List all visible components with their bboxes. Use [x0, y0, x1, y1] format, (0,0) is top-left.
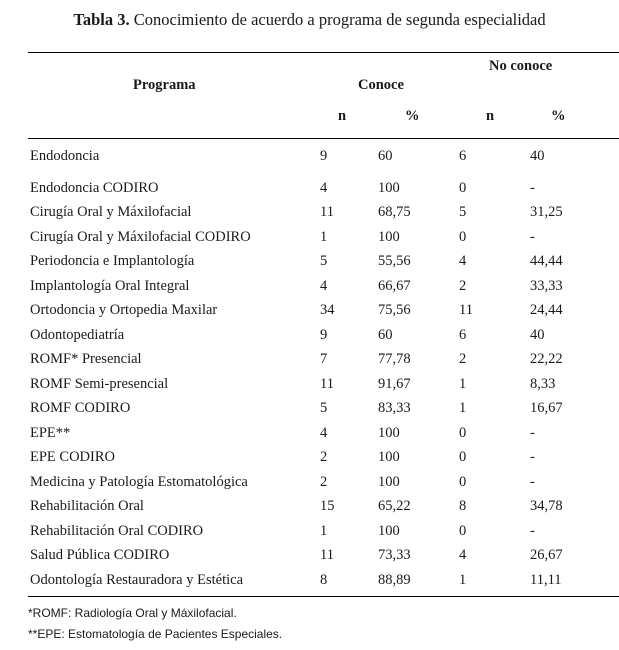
cell-conoce-pct: 66,67 [378, 278, 411, 294]
cell-programa: Medicina y Patología Estomatológica [30, 474, 248, 490]
cell-conoce-pct: 91,67 [378, 376, 411, 392]
cell-programa: Cirugía Oral y Máxilofacial [30, 204, 192, 220]
header-noconoce-pct: % [551, 108, 566, 124]
cell-programa: EPE CODIRO [30, 449, 115, 465]
cell-noconoce-n: 2 [459, 278, 467, 294]
cell-conoce-pct: 68,75 [378, 204, 411, 220]
cell-noconoce-pct: - [530, 229, 535, 245]
cell-conoce-n: 5 [320, 400, 328, 416]
cell-programa: Odontopediatría [30, 327, 125, 343]
cell-programa: Odontología Restauradora y Estética [30, 572, 244, 588]
cell-conoce-pct: 100 [378, 474, 400, 490]
header-no-conoce: No conoce [489, 58, 553, 74]
footnote-romf: *ROMF: Radiología Oral y Máxilofacial. [28, 606, 237, 620]
footnote-epe: **EPE: Estomatología de Pacientes Especiales. [28, 627, 283, 641]
cell-noconoce-pct: - [530, 425, 535, 441]
cell-noconoce-pct: 24,44 [530, 302, 563, 318]
cell-conoce-pct: 60 [378, 327, 393, 343]
header-conoce-pct: % [405, 108, 420, 124]
header-conoce: Conoce [358, 77, 404, 93]
cell-noconoce-n: 1 [459, 376, 467, 392]
table-row [0, 148, 619, 170]
cell-noconoce-pct: 26,67 [530, 547, 563, 563]
cell-conoce-pct: 60 [378, 148, 393, 164]
cell-noconoce-n: 6 [459, 327, 467, 343]
cell-programa: Implantología Oral Integral [30, 278, 190, 294]
cell-conoce-n: 9 [320, 327, 328, 343]
table-row [0, 449, 619, 471]
cell-noconoce-pct: 40 [530, 148, 545, 164]
header-rule [28, 138, 619, 139]
cell-conoce-n: 11 [320, 547, 334, 563]
cell-noconoce-n: 0 [459, 229, 467, 245]
table-row [0, 376, 619, 398]
cell-conoce-pct: 55,56 [378, 253, 411, 269]
table-row [0, 547, 619, 569]
table-row [0, 229, 619, 251]
cell-programa: Ortodoncia y Ortopedia Maxilar [30, 302, 218, 318]
cell-programa: Cirugía Oral y Máxilofacial CODIRO [30, 229, 251, 245]
table-title-label: Tabla 3. [73, 10, 130, 29]
cell-noconoce-pct: 34,78 [530, 498, 563, 514]
cell-noconoce-pct: 22,22 [530, 351, 563, 367]
cell-conoce-pct: 100 [378, 180, 400, 196]
cell-programa: Periodoncia e Implantología [30, 253, 195, 269]
cell-conoce-n: 11 [320, 376, 334, 392]
cell-conoce-n: 34 [320, 302, 335, 318]
cell-programa: Endodoncia CODIRO [30, 180, 159, 196]
table-row [0, 302, 619, 324]
header-conoce-n: n [338, 108, 347, 124]
cell-noconoce-pct: - [530, 449, 535, 465]
cell-conoce-n: 7 [320, 351, 328, 367]
cell-conoce-pct: 75,56 [378, 302, 411, 318]
cell-noconoce-pct: - [530, 474, 535, 490]
cell-noconoce-pct: 44,44 [530, 253, 563, 269]
cell-programa: Rehabilitación Oral CODIRO [30, 523, 204, 539]
cell-programa: ROMF Semi-presencial [30, 376, 169, 392]
cell-noconoce-n: 4 [459, 547, 467, 563]
cell-noconoce-n: 11 [459, 302, 473, 318]
cell-noconoce-pct: 8,33 [530, 376, 556, 392]
table-title [0, 10, 619, 30]
cell-noconoce-pct: - [530, 180, 535, 196]
cell-conoce-n: 8 [320, 572, 328, 588]
cell-noconoce-n: 2 [459, 351, 467, 367]
cell-conoce-pct: 88,89 [378, 572, 411, 588]
cell-noconoce-n: 0 [459, 425, 467, 441]
cell-conoce-n: 1 [320, 229, 328, 245]
cell-conoce-n: 11 [320, 204, 334, 220]
cell-conoce-pct: 73,33 [378, 547, 411, 563]
cell-noconoce-n: 4 [459, 253, 467, 269]
table-row [0, 498, 619, 520]
cell-noconoce-pct: 11,11 [530, 572, 562, 588]
cell-noconoce-n: 1 [459, 400, 467, 416]
table-row [0, 425, 619, 447]
cell-noconoce-pct: 33,33 [530, 278, 563, 294]
table-title-text: Conocimiento de acuerdo a programa de segunda especialidad [133, 10, 546, 29]
cell-conoce-pct: 100 [378, 523, 400, 539]
cell-conoce-pct: 100 [378, 449, 400, 465]
table-row [0, 204, 619, 226]
cell-conoce-n: 4 [320, 180, 328, 196]
top-rule [28, 52, 619, 53]
table-row [0, 180, 619, 202]
cell-noconoce-n: 0 [459, 474, 467, 490]
cell-conoce-n: 2 [320, 449, 328, 465]
cell-conoce-pct: 83,33 [378, 400, 411, 416]
table-row [0, 351, 619, 373]
cell-conoce-n: 5 [320, 253, 328, 269]
cell-programa: ROMF* Presencial [30, 351, 142, 367]
cell-conoce-n: 1 [320, 523, 328, 539]
cell-conoce-n: 4 [320, 425, 328, 441]
cell-noconoce-n: 0 [459, 180, 467, 196]
table-row [0, 572, 619, 594]
cell-programa: Salud Pública CODIRO [30, 547, 170, 563]
cell-conoce-n: 2 [320, 474, 328, 490]
cell-noconoce-n: 0 [459, 449, 467, 465]
cell-conoce-pct: 100 [378, 229, 400, 245]
header-noconoce-n: n [486, 108, 495, 124]
cell-conoce-n: 9 [320, 148, 328, 164]
cell-noconoce-n: 5 [459, 204, 467, 220]
table-row [0, 278, 619, 300]
cell-noconoce-n: 1 [459, 572, 467, 588]
table-row [0, 327, 619, 349]
table-row [0, 523, 619, 545]
table-row [0, 474, 619, 496]
cell-conoce-pct: 65,22 [378, 498, 411, 514]
cell-noconoce-pct: 40 [530, 327, 545, 343]
cell-programa: ROMF CODIRO [30, 400, 131, 416]
cell-programa: Endodoncia [30, 148, 100, 164]
cell-noconoce-n: 0 [459, 523, 467, 539]
table-row [0, 400, 619, 422]
cell-noconoce-pct: - [530, 523, 535, 539]
cell-noconoce-pct: 16,67 [530, 400, 563, 416]
cell-conoce-n: 4 [320, 278, 328, 294]
cell-conoce-pct: 100 [378, 425, 400, 441]
cell-noconoce-pct: 31,25 [530, 204, 563, 220]
cell-programa: Rehabilitación Oral [30, 498, 144, 514]
cell-programa: EPE** [30, 425, 71, 441]
cell-conoce-pct: 77,78 [378, 351, 411, 367]
header-programa: Programa [133, 77, 196, 93]
cell-noconoce-n: 8 [459, 498, 467, 514]
bottom-rule [28, 596, 619, 597]
cell-conoce-n: 15 [320, 498, 335, 514]
table-row [0, 253, 619, 275]
cell-noconoce-n: 6 [459, 148, 467, 164]
